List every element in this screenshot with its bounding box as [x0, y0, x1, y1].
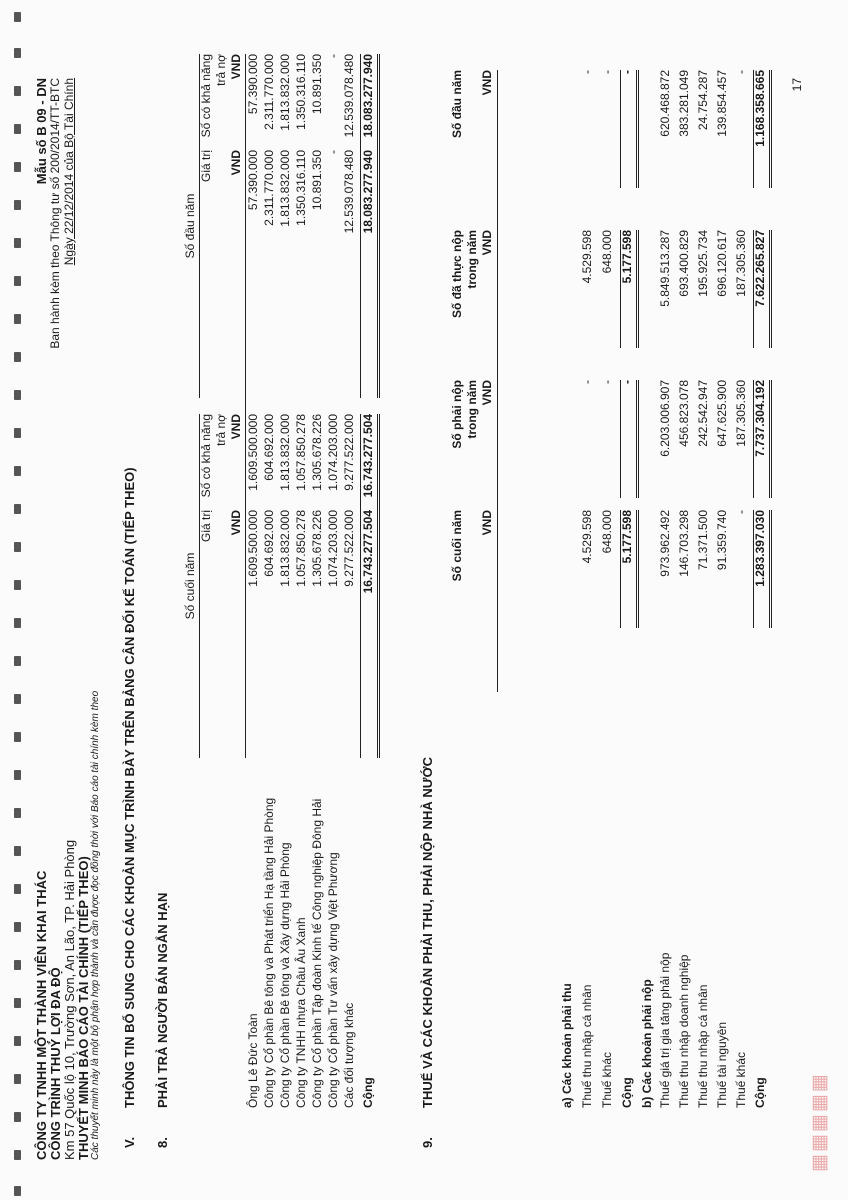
s8-row-value: 2.311.770.000	[262, 54, 276, 130]
s8-row-label: Công ty Cổ phần Bê tông và Phát triển Hạ tầng Hải Phòng	[262, 797, 276, 1108]
s9-b-row-value: 693.400.829	[677, 230, 691, 297]
s8-row-value: 1.057.850.278	[294, 510, 308, 587]
s8-row-value: -	[326, 54, 340, 58]
s9-a-title: a) Các khoản phải thu	[560, 983, 574, 1108]
s9-col3-b: trong năm	[465, 230, 479, 289]
s8-row-value: 1.305.678.226	[310, 414, 324, 491]
s8-row-label: Công ty Cổ phần Tập đoàn Kinh tế Công nghiệp Đông Hải	[310, 798, 324, 1108]
s9-b-row-value: 696.120.617	[715, 230, 729, 297]
section-8-number: 8.	[155, 1137, 170, 1148]
s8-col-pay-end-1: Số có khả năng	[199, 414, 213, 498]
s8-row-value: 1.813.832.000	[278, 510, 292, 587]
s9-a-row-value: 648.000	[600, 230, 614, 274]
s8-row-value: 1.350.316.110	[294, 150, 308, 226]
s8-row-label: Các đối tượng khác	[342, 1002, 356, 1108]
section-8-title: PHẢI TRẢ NGƯỜI BÁN NGẮN HẠN	[155, 892, 170, 1108]
s8-row-value: 9.277.522.000	[342, 414, 356, 491]
company-name-line2: CÔNG TRÌNH THUỶ LỢI ĐA ĐỘ	[48, 967, 63, 1160]
s9-b-row-value: 973.962.492	[658, 510, 672, 577]
s9-col2-b: trong năm	[465, 380, 479, 439]
s8-row-value: 604.692.000	[262, 414, 276, 481]
s9-unit-2: VND	[480, 380, 494, 406]
s9-b-row-value: 195.925.734	[696, 230, 710, 297]
s8-row-value: 1.813.832.000	[278, 54, 292, 131]
s8-row-label: Công ty TNHH nhựa Châu Âu Xanh	[294, 917, 308, 1108]
company-address: Km 57 Quốc lộ 10, Trường Sơn, An Lão, TP. Hải Phòng	[62, 839, 77, 1160]
company-name-line1: CÔNG TY TNHH MỘT THÀNH VIÊN KHAI THÁC	[34, 870, 49, 1160]
s9-b-row-value: 146.703.298	[677, 510, 691, 577]
s9-a-row-value: -	[600, 380, 614, 384]
s9-unit-3: VND	[480, 230, 494, 256]
s9-col4: Số đầu năm	[450, 70, 464, 139]
s9-a-row-value: 4.529.598	[580, 510, 594, 564]
s8-col-pay-end-2: trả nợ	[214, 414, 228, 446]
s8-total-value: 18.083.277.940	[361, 54, 375, 138]
form-code: Mẫu số B 09 - DN	[34, 78, 49, 185]
red-stamp-mark: ▦▦▦▦▦	[809, 1072, 830, 1172]
s9-b-row-value: -	[734, 70, 748, 74]
s9-b-row-value: 383.281.049	[677, 70, 691, 137]
s9-a-total-label: Cộng	[620, 1077, 634, 1108]
s9-b-row-value: 647.625.900	[715, 380, 729, 447]
s9-b-row-value: 187.305.360	[734, 230, 748, 297]
s9-b-total-value: 1.168.358.665	[753, 70, 767, 147]
s9-b-total-value: 7.737.304.192	[753, 380, 767, 457]
s8-col-pay-begin-2: trả nợ	[214, 54, 228, 86]
s8-unit-4: VND	[229, 54, 243, 80]
s9-b-row-value: 187.305.360	[734, 380, 748, 447]
s9-col3-a: Số đã thực nộp	[450, 230, 464, 319]
s8-row-value: 1.074.203.000	[326, 510, 340, 587]
s9-b-row-label: Thuế tài nguyên	[715, 1021, 729, 1108]
s9-b-title: b) Các khoản phải nộp	[640, 979, 654, 1108]
s9-a-row-value: 4.529.598	[580, 230, 594, 284]
s8-total-value: 18.083.277.940	[361, 150, 375, 234]
s9-a-total-value: -	[620, 70, 634, 74]
s9-b-row-value: 242.542.947	[696, 380, 710, 447]
s9-a-total-value: -	[620, 380, 634, 384]
s9-b-row-value: 139.854.457	[715, 70, 729, 137]
s9-b-row-value: 620.468.872	[658, 70, 672, 137]
s8-row-value: 12.539.078.480	[342, 54, 356, 138]
s8-col-pay-begin-1: Số có khả năng	[199, 54, 213, 138]
s8-row-value: 604.692.000	[262, 510, 276, 577]
s8-total-value: 16.743.277.504	[361, 510, 375, 594]
s8-row-value: 1.074.203.000	[326, 414, 340, 491]
s9-a-row-value: -	[600, 70, 614, 74]
s8-row-value: 1.057.850.278	[294, 414, 308, 491]
s8-group-end: Số cuối năm	[183, 552, 197, 620]
s9-a-total-value: 5.177.598	[620, 510, 634, 564]
section-9-number: 9.	[420, 1137, 435, 1148]
section-9-title: THUẾ VÀ CÁC KHOẢN PHẢI THU, PHẢI NỘP NHÀ NƯỚC	[420, 757, 435, 1108]
s8-group-begin: Số đầu năm	[183, 193, 197, 259]
s8-row-value: 1.305.678.226	[310, 510, 324, 587]
s8-row-label: Công ty Cổ phần Tư vấn xây dựng Việt Phương	[326, 852, 340, 1108]
s9-unit-4: VND	[480, 70, 494, 96]
s9-b-row-value: 71.371.500	[696, 510, 710, 571]
s9-col2-a: Số phải nộp	[450, 380, 464, 449]
s9-b-row-label: Thuế giá trị gia tăng phải nộp	[658, 952, 672, 1108]
s9-b-row-value: 91.359.740	[715, 510, 729, 571]
s8-col-value-end: Giá trị	[199, 510, 213, 543]
s9-b-row-label: Thuế thu nhập doanh nghiệp	[677, 954, 691, 1108]
s8-row-value: 1.813.832.000	[278, 150, 292, 227]
s9-b-row-value: 5.849.513.287	[658, 230, 672, 307]
s9-b-row-value: -	[734, 510, 748, 514]
s8-unit-3: VND	[229, 150, 243, 176]
s8-unit-2: VND	[229, 414, 243, 440]
s8-row-value: 1.813.832.000	[278, 414, 292, 491]
report-title: THUYẾT MINH BÁO CÁO TÀI CHÍNH (TIẾP THEO)	[76, 856, 91, 1160]
s8-total-label: Cộng	[361, 1077, 375, 1108]
s8-row-value: 1.609.500.000	[246, 510, 260, 587]
s9-b-row-value: 6.203.006.907	[658, 380, 672, 457]
s8-row-value: 10.891.350	[310, 150, 324, 211]
s8-row-label: Công ty Cổ phần Bê tông và Xây dựng Hải Phòng	[278, 842, 292, 1108]
s9-a-total-value: 5.177.598	[620, 230, 634, 284]
s8-row-value: 57.390.000	[246, 54, 260, 115]
s8-row-value: 1.609.500.000	[246, 414, 260, 491]
s8-row-value: 1.350.316.110	[294, 54, 308, 130]
s8-row-value: 12.539.078.480	[342, 150, 356, 234]
s9-b-row-label: Thuế khác	[734, 1051, 748, 1108]
s9-a-row-value: 648.000	[600, 510, 614, 554]
section-v-title: THÔNG TIN BỔ SUNG CHO CÁC KHOẢN MỤC TRÌNH BÀY TRÊN BẢNG CÂN ĐỐI KẾ TOÁN (TIẾP THEO)	[122, 467, 137, 1108]
s8-row-value: 2.311.770.000	[262, 150, 276, 226]
s9-unit-1: VND	[480, 510, 494, 536]
s9-a-row-value: -	[580, 380, 594, 384]
section-v-number: V.	[122, 1136, 137, 1148]
s8-row-value: 10.891.350	[310, 54, 324, 115]
s9-a-row-value: -	[580, 70, 594, 74]
s8-total-value: 16.743.277.504	[361, 414, 375, 498]
s9-a-row-label: Thuế thu nhập cá nhân	[580, 984, 594, 1108]
report-note: Các thuyết minh này là một bộ phận hợp thành và cần được đọc đồng thời với Báo cáo tài chính kèm theo	[90, 690, 101, 1160]
s8-unit-1: VND	[229, 510, 243, 536]
s8-row-label: Ông Lê Đức Toàn	[246, 1013, 260, 1108]
s9-b-row-value: 456.823.078	[677, 380, 691, 447]
form-ref-2: Ngày 22/12/2014 của Bộ Tài Chính	[62, 78, 76, 266]
s9-a-row-label: Thuế khác	[600, 1051, 614, 1108]
s9-b-row-label: Thuế thu nhập cá nhân	[696, 984, 710, 1108]
s8-row-value: 57.390.000	[246, 150, 260, 211]
s8-row-value: 9.277.522.000	[342, 510, 356, 587]
s8-row-value: -	[326, 150, 340, 154]
s9-b-total-value: 7.622.265.827	[753, 230, 767, 307]
s9-col1: Số cuối năm	[450, 510, 464, 582]
s9-b-total-label: Cộng	[753, 1077, 767, 1108]
s9-b-total-value: 1.283.397.030	[753, 510, 767, 587]
s9-b-row-value: 24.754.287	[696, 70, 710, 131]
form-ref-1: Ban hành kèm theo Thông tư số 200/2014/TT-BTC	[48, 78, 62, 349]
page-number: 17	[790, 78, 804, 92]
s8-col-value-begin: Giá trị	[199, 150, 213, 183]
